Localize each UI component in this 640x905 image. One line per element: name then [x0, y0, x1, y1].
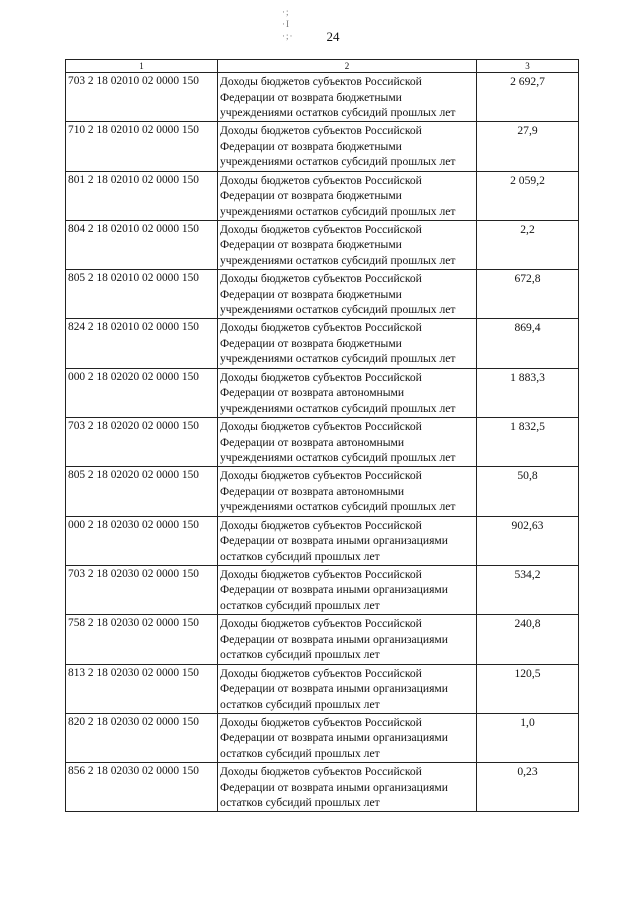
- row-code: 000 2 18 02030 02 0000 150: [66, 516, 218, 565]
- row-amount: 1 832,5: [477, 418, 579, 467]
- row-code: 856 2 18 02030 02 0000 150: [66, 763, 218, 812]
- budget-revenue-table: [65, 59, 579, 812]
- row-name: Доходы бюджетов субъектов Российской Федерации от возврата бюджетными учреждениями остатков субсидий прошлых лет: [218, 171, 477, 220]
- row-code: 801 2 18 02010 02 0000 150: [66, 171, 218, 220]
- row-code: 710 2 18 02010 02 0000 150: [66, 122, 218, 171]
- row-code: 703 2 18 02030 02 0000 150: [66, 565, 218, 614]
- row-code: 703 2 18 02020 02 0000 150: [66, 418, 218, 467]
- row-name: Доходы бюджетов субъектов Российской Федерации от возврата иными организациями остатков субсидий прошлых лет: [218, 516, 477, 565]
- row-amount: 2 059,2: [477, 171, 579, 220]
- table-row: [66, 270, 579, 319]
- table-row: [66, 763, 579, 812]
- row-name: Доходы бюджетов субъектов Российской Федерации от возврата иными организациями остатков субсидий прошлых лет: [218, 565, 477, 614]
- table-row: [66, 565, 579, 614]
- column-header-code: 1: [66, 60, 218, 73]
- row-amount: 672,8: [477, 270, 579, 319]
- table-row: [66, 319, 579, 368]
- row-amount: 120,5: [477, 664, 579, 713]
- column-header-name: 2: [218, 60, 477, 73]
- row-amount: 27,9: [477, 122, 579, 171]
- row-amount: 902,63: [477, 516, 579, 565]
- row-code: 000 2 18 02020 02 0000 150: [66, 368, 218, 417]
- table-row: [66, 368, 579, 417]
- table-row: [66, 418, 579, 467]
- row-name: Доходы бюджетов субъектов Российской Федерации от возврата бюджетными учреждениями остатков субсидий прошлых лет: [218, 270, 477, 319]
- table-row: [66, 122, 579, 171]
- table-row: [66, 713, 579, 762]
- page-number: 24: [326, 29, 340, 44]
- row-name: Доходы бюджетов субъектов Российской Федерации от возврата иными организациями остатков субсидий прошлых лет: [218, 664, 477, 713]
- table-row: [66, 73, 579, 122]
- scan-marks: ·; ·I ·;·: [282, 7, 294, 41]
- table-row: [66, 171, 579, 220]
- row-amount: 869,4: [477, 319, 579, 368]
- table-row: [66, 516, 579, 565]
- row-name: Доходы бюджетов субъектов Российской Федерации от возврата автономными учреждениями остатков субсидий прошлых лет: [218, 418, 477, 467]
- row-amount: 2,2: [477, 220, 579, 269]
- row-name: Доходы бюджетов субъектов Российской Федерации от возврата автономными учреждениями остатков субсидий прошлых лет: [218, 368, 477, 417]
- row-amount: 50,8: [477, 467, 579, 516]
- row-amount: 240,8: [477, 615, 579, 664]
- row-amount: 0,23: [477, 763, 579, 812]
- row-code: 805 2 18 02010 02 0000 150: [66, 270, 218, 319]
- table-row: [66, 220, 579, 269]
- row-name: Доходы бюджетов субъектов Российской Федерации от возврата бюджетными учреждениями остатков субсидий прошлых лет: [218, 122, 477, 171]
- row-code: 824 2 18 02010 02 0000 150: [66, 319, 218, 368]
- table-row: [66, 615, 579, 664]
- row-code: 758 2 18 02030 02 0000 150: [66, 615, 218, 664]
- row-code: 804 2 18 02010 02 0000 150: [66, 220, 218, 269]
- row-name: Доходы бюджетов субъектов Российской Федерации от возврата автономными учреждениями остатков субсидий прошлых лет: [218, 467, 477, 516]
- row-name: Доходы бюджетов субъектов Российской Федерации от возврата бюджетными учреждениями остатков субсидий прошлых лет: [218, 319, 477, 368]
- row-name: Доходы бюджетов субъектов Российской Федерации от возврата бюджетными учреждениями остатков субсидий прошлых лет: [218, 220, 477, 269]
- table-row: [66, 664, 579, 713]
- table-header-row: [66, 60, 579, 73]
- row-code: 813 2 18 02030 02 0000 150: [66, 664, 218, 713]
- row-name: Доходы бюджетов субъектов Российской Федерации от возврата иными организациями остатков субсидий прошлых лет: [218, 763, 477, 812]
- table-row: [66, 467, 579, 516]
- row-code: 820 2 18 02030 02 0000 150: [66, 713, 218, 762]
- column-header-amount: 3: [477, 60, 579, 73]
- row-code: 805 2 18 02020 02 0000 150: [66, 467, 218, 516]
- row-amount: 534,2: [477, 565, 579, 614]
- row-name: Доходы бюджетов субъектов Российской Федерации от возврата иными организациями остатков субсидий прошлых лет: [218, 615, 477, 664]
- row-code: 703 2 18 02010 02 0000 150: [66, 73, 218, 122]
- row-amount: 2 692,7: [477, 73, 579, 122]
- row-amount: 1,0: [477, 713, 579, 762]
- row-name: Доходы бюджетов субъектов Российской Федерации от возврата бюджетными учреждениями остатков субсидий прошлых лет: [218, 73, 477, 122]
- row-name: Доходы бюджетов субъектов Российской Федерации от возврата иными организациями остатков субсидий прошлых лет: [218, 713, 477, 762]
- table-body: [66, 73, 579, 812]
- row-amount: 1 883,3: [477, 368, 579, 417]
